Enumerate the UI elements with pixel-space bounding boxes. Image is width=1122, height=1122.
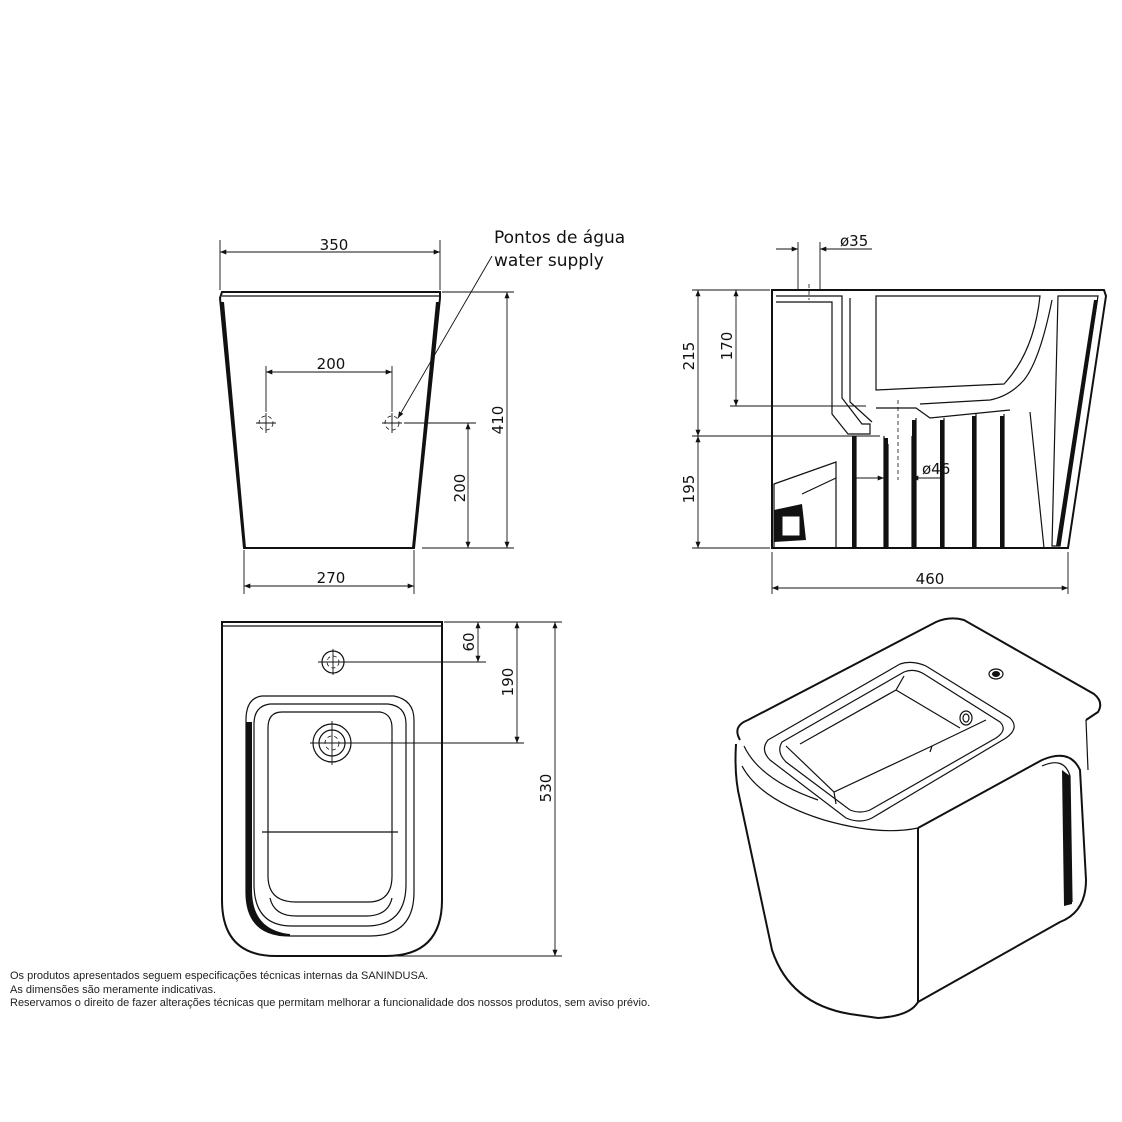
dim-width-bottom: [244, 550, 414, 594]
dim-tap-offset-label: 60: [460, 632, 478, 652]
persp-right-side: [918, 756, 1086, 1002]
top-bowl-rim-outer: [246, 696, 414, 936]
front-left-shade: [220, 302, 246, 548]
dim-pipe-diameter-label: ø35: [840, 232, 869, 250]
dim-drain-diameter: [852, 400, 950, 480]
dim-drain-offset: [354, 622, 524, 743]
dim-height-inner: [718, 290, 866, 406]
persp-bowl-inner: [786, 720, 986, 792]
front-right-shade: [412, 302, 440, 548]
dim-height-lower-label: 195: [680, 474, 698, 504]
callout-line-2: water supply: [494, 251, 604, 271]
top-tap-hole: [318, 649, 348, 675]
persp-bowl-opening: [764, 662, 1014, 821]
dim-depth-label: 460: [915, 570, 945, 588]
dim-width-top: [220, 236, 440, 290]
dim-length-label: 530: [537, 773, 555, 803]
supply-point-left: [256, 413, 276, 433]
dim-supply-spacing-label: 200: [316, 355, 346, 373]
dim-total-height-label: 410: [489, 405, 507, 435]
persp-overflow-hole: [960, 711, 972, 725]
front-body-outline: [220, 292, 440, 548]
disclaimer: [10, 970, 1110, 1011]
front-view: [220, 228, 625, 594]
top-bowl-inner: [268, 712, 392, 902]
dim-drain-offset-label: 190: [499, 667, 517, 697]
disclaimer-line-1: Os produtos apresentados seguem especificações técnicas internas da SANINDUSA.: [10, 970, 429, 982]
side-bowl-cavity: [876, 296, 1040, 390]
dim-drain-diameter-label: ø46: [922, 460, 951, 478]
dim-depth: [772, 552, 1068, 594]
perspective-view: [736, 618, 1101, 1018]
side-pipe-channel: [776, 296, 870, 434]
callout-line-1: Pontos de água: [494, 228, 626, 248]
dim-total-height: [442, 292, 514, 548]
top-drain: [310, 721, 354, 765]
dim-supply-spacing: [266, 355, 392, 412]
dim-width-top-label: 350: [319, 236, 349, 254]
dim-height-lower: [680, 436, 770, 548]
water-supply-callout: [398, 228, 625, 418]
side-section-view: [680, 232, 1106, 594]
dim-supply-height-label: 200: [451, 473, 469, 503]
dim-tap-offset: [348, 622, 486, 662]
top-body-outline: [222, 622, 442, 956]
dim-width-bottom-label: 270: [316, 569, 346, 587]
persp-top-outline: [737, 618, 1100, 740]
side-body-outline: [772, 290, 1106, 548]
top-view: [222, 622, 562, 956]
disclaimer-line-3: Reservamos o direito de fazer alterações técnicas que permitam melhorar a funcionalidade dos nossos produtos, sem aviso prévio.: [10, 997, 651, 1009]
dim-height-upper-label: 215: [680, 341, 698, 371]
disclaimer-line-2: As dimensões são meramente indicativas.: [10, 983, 217, 996]
dim-height-inner-label: 170: [718, 331, 736, 361]
side-rib-fill-1: [912, 420, 916, 548]
